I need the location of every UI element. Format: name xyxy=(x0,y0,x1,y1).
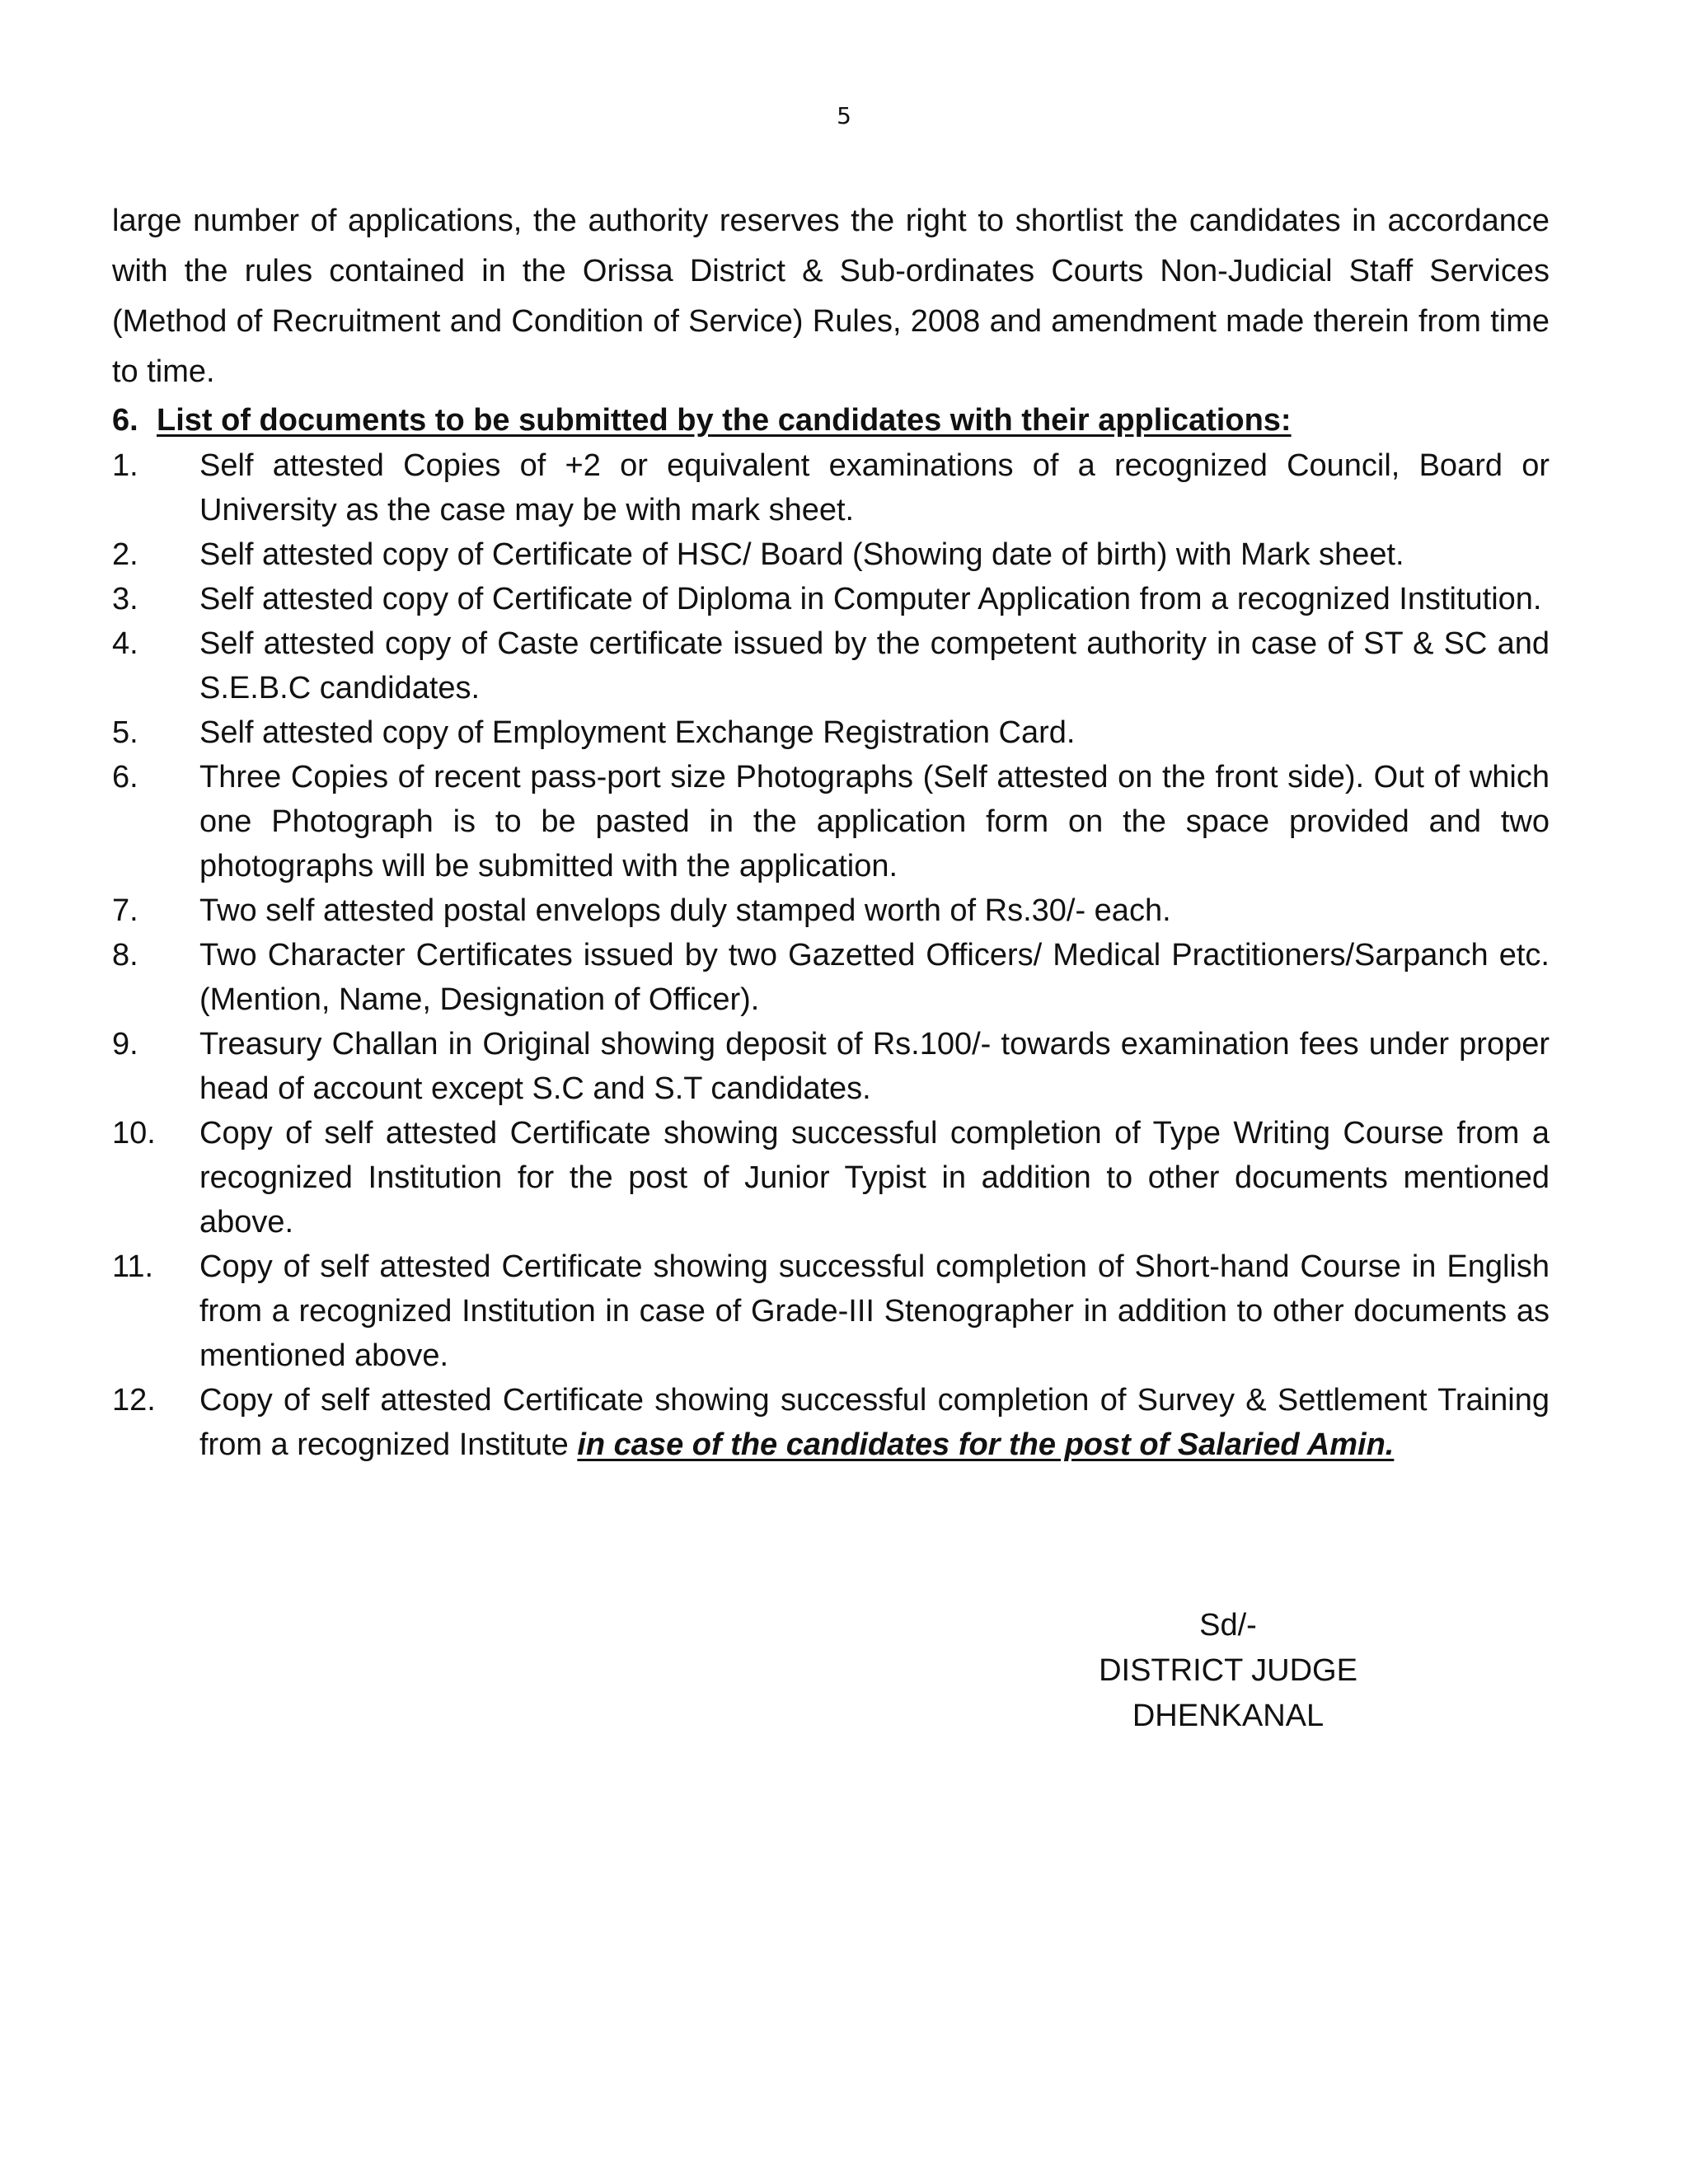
signature-sd: Sd/- xyxy=(1199,1608,1257,1643)
page-number: 5 xyxy=(837,102,851,129)
list-item xyxy=(112,1378,1550,1467)
list-item-number: 8. xyxy=(112,938,138,972)
list-item xyxy=(112,443,1550,532)
list-item xyxy=(112,1111,1550,1244)
list-item-text: Three Copies of recent pass-port size Photographs (Self attested on the front side). Out of which one Photograph is to be pasted in the application form on the space provided and two photographs will be submitted with the application. xyxy=(199,760,1550,883)
list-item-text: Treasury Challan in Original showing deposit of Rs.100/- towards examination fees under proper head of account except S.C and S.T candidates. xyxy=(199,1027,1550,1106)
signature-block xyxy=(1063,1603,1393,1739)
list-item xyxy=(112,888,1550,933)
list-item-number: 12. xyxy=(112,1383,156,1418)
list-item-number: 10. xyxy=(112,1116,156,1151)
list-item-number: 9. xyxy=(112,1027,138,1062)
list-item-number: 7. xyxy=(112,893,138,928)
list-item-number: 2. xyxy=(112,537,138,572)
list-item-number: 11. xyxy=(112,1249,154,1284)
list-item-text: Self attested copy of Certificate of Diploma in Computer Application from a recognized Institution. xyxy=(199,582,1542,616)
list-item-text: Self attested copy of Caste certificate issued by the competent authority in case of ST & SC and S.E.B.C candidates. xyxy=(199,626,1550,705)
list-item-number: 6. xyxy=(112,760,138,794)
section-number: 6. xyxy=(112,403,138,438)
list-item-number: 1. xyxy=(112,448,138,483)
list-item-number: 3. xyxy=(112,582,138,616)
intro-paragraph: large number of applications, the authority reserves the right to shortlist the candidates in accordance with the rules contained in the Orissa District & Sub-ordinates Courts Non-Judicial Staff Services (Method of Recruitment and Condition of Service) Rules, 2008 and amendment made therein from time to time. xyxy=(112,204,1550,389)
list-item xyxy=(112,933,1550,1022)
list-item-text: Two Character Certificates issued by two Gazetted Officers/ Medical Practitioners/Sarpanch etc. (Mention, Name, Designation of Officer). xyxy=(199,938,1550,1017)
list-item-number: 5. xyxy=(112,715,138,750)
list-item-text: Two self attested postal envelops duly stamped worth of Rs.30/- each. xyxy=(199,893,1171,928)
list-item xyxy=(112,1022,1550,1111)
list-item-text: Self attested copy of Certificate of HSC/ Board (Showing date of birth) with Mark sheet. xyxy=(199,537,1404,572)
list-item xyxy=(112,621,1550,710)
list-item xyxy=(112,577,1550,621)
signature-place: DHENKANAL xyxy=(1132,1699,1325,1733)
documents-list xyxy=(112,443,1550,1467)
section-heading xyxy=(112,397,1550,443)
list-item xyxy=(112,1244,1550,1378)
list-item-text: Self attested Copies of +2 or equivalent examinations of a recognized Council, Board or University as the case may be with mark sheet. xyxy=(199,448,1550,527)
document-body xyxy=(112,196,1550,1467)
signature-designation: DISTRICT JUDGE xyxy=(1099,1653,1357,1688)
list-item-text: Copy of self attested Certificate showing successful completion of Short-hand Course in English from a recognized Institution in case of Grade-III Stenographer in addition to other documents as mentioned above. xyxy=(199,1249,1550,1373)
list-item-emphasis: in case of the candidates for the post of Salaried Amin. xyxy=(577,1427,1395,1462)
list-item xyxy=(112,532,1550,577)
list-item-text: Self attested copy of Employment Exchange Registration Card. xyxy=(199,715,1076,750)
list-item-number: 4. xyxy=(112,626,138,661)
section-heading-text: List of documents to be submitted by the candidates with their applications: xyxy=(157,403,1292,438)
list-item xyxy=(112,710,1550,755)
list-item-text: Copy of self attested Certificate showing successful completion of Survey & Settlement Training from a recognized Institute xyxy=(199,1383,1550,1462)
list-item xyxy=(112,755,1550,888)
list-item-text: Copy of self attested Certificate showing successful completion of Type Writing Course from a recognized Institution for the post of Junior Typist in addition to other documents mentioned above. xyxy=(199,1116,1550,1240)
